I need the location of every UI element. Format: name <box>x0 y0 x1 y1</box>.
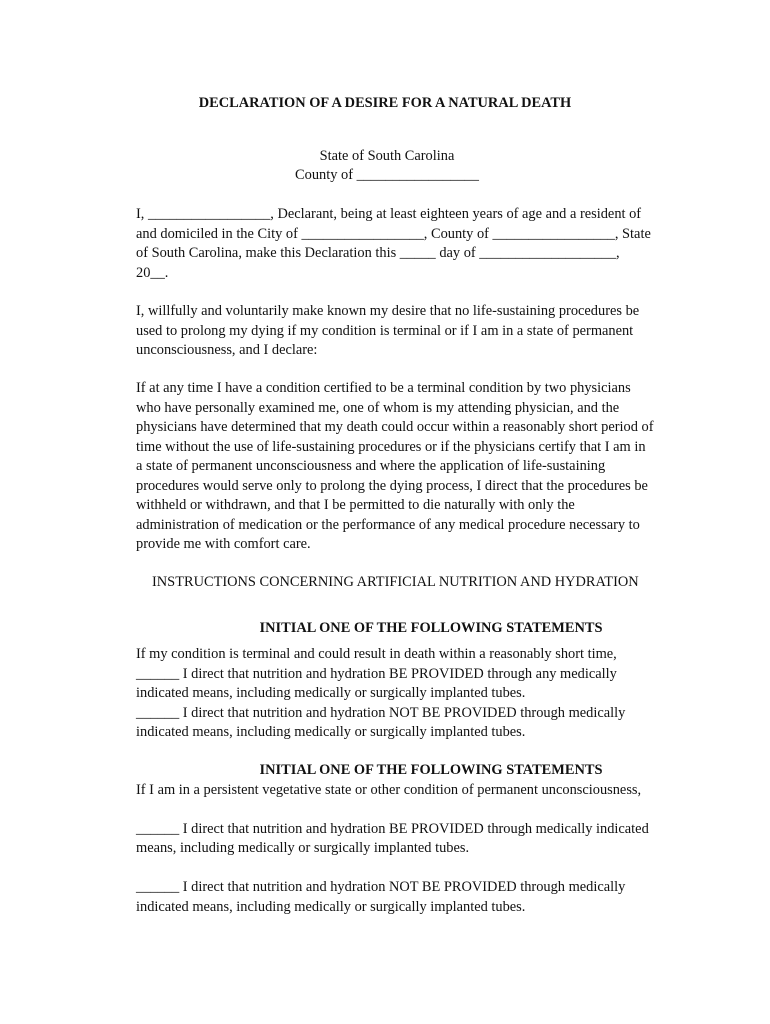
intro-line: and domiciled in the City of _________________, County of _________________, State <box>136 225 651 242</box>
section1-line: indicated means, including medically or surgically implanted tubes. <box>136 685 526 701</box>
condition-line: If at any time I have a condition certified to be a terminal condition by two physicians <box>136 380 631 396</box>
condition-line: provide me with comfort care. <box>136 536 311 552</box>
section2-intro: If I am in a persistent vegetative state or other condition of permanent unconsciousness, <box>136 781 642 798</box>
condition-line: physicians have determined that my death could occur within a reasonably short period of <box>136 419 654 435</box>
condition-line: who have personally examined me, one of whom is my attending physician, and the <box>136 399 620 416</box>
intro-line: of South Carolina, make this Declaration this _____ day of ___________________, <box>136 245 620 261</box>
desire-line: used to prolong my dying if my condition is terminal or if I am in a state of permanent <box>136 322 634 339</box>
condition-line: time without the use of life-sustaining procedures or if the physicians certify that I am in <box>136 438 646 455</box>
condition-line: procedures would serve only to prolong the dying process, I direct that the procedures be <box>136 477 648 494</box>
state-line: State of South Carolina <box>319 148 455 164</box>
section1-line: indicated means, including medically or surgically implanted tubes. <box>136 724 526 740</box>
section2-option-not-provided: ______ I direct that nutrition and hydration NOT BE PROVIDED through medically <box>136 879 626 895</box>
desire-line: I, willfully and voluntarily make known my desire that no life-sustaining procedures be <box>136 303 640 319</box>
condition-line: a state of permanent unconsciousness and where the application of life-sustaining <box>136 458 606 474</box>
section2-heading: INITIAL ONE OF THE FOLLOWING STATEMENTS <box>259 762 603 778</box>
intro-line: 20__. <box>136 264 169 281</box>
condition-line: administration of medication or the performance of any medical procedure necessary to <box>136 516 640 533</box>
document-title: DECLARATION OF A DESIRE FOR A NATURAL DEATH <box>198 95 572 111</box>
section2-option-not-provided: indicated means, including medically or surgically implanted tubes. <box>136 898 526 915</box>
section1-heading: INITIAL ONE OF THE FOLLOWING STATEMENTS <box>259 620 603 636</box>
section1-line: If my condition is terminal and could result in death within a reasonably short time, <box>136 646 617 662</box>
condition-line: withheld or withdrawn, and that I be permitted to die naturally with only the <box>136 497 575 513</box>
intro-line: I, _________________, Declarant, being at least eighteen years of age and a resident of <box>136 206 642 222</box>
section2-option-provided: means, including medically or surgically implanted tubes. <box>136 840 470 856</box>
county-line: County of _________________ <box>295 167 479 183</box>
instructions-heading: INSTRUCTIONS CONCERNING ARTIFICIAL NUTRITION AND HYDRATION <box>152 574 639 590</box>
section1-line: ______ I direct that nutrition and hydration BE PROVIDED through any medically <box>136 665 617 682</box>
desire-line: unconsciousness, and I declare: <box>136 342 318 358</box>
section2-option-provided: ______ I direct that nutrition and hydration BE PROVIDED through medically indicated <box>136 820 649 837</box>
section1-line: ______ I direct that nutrition and hydration NOT BE PROVIDED through medically <box>136 704 626 721</box>
